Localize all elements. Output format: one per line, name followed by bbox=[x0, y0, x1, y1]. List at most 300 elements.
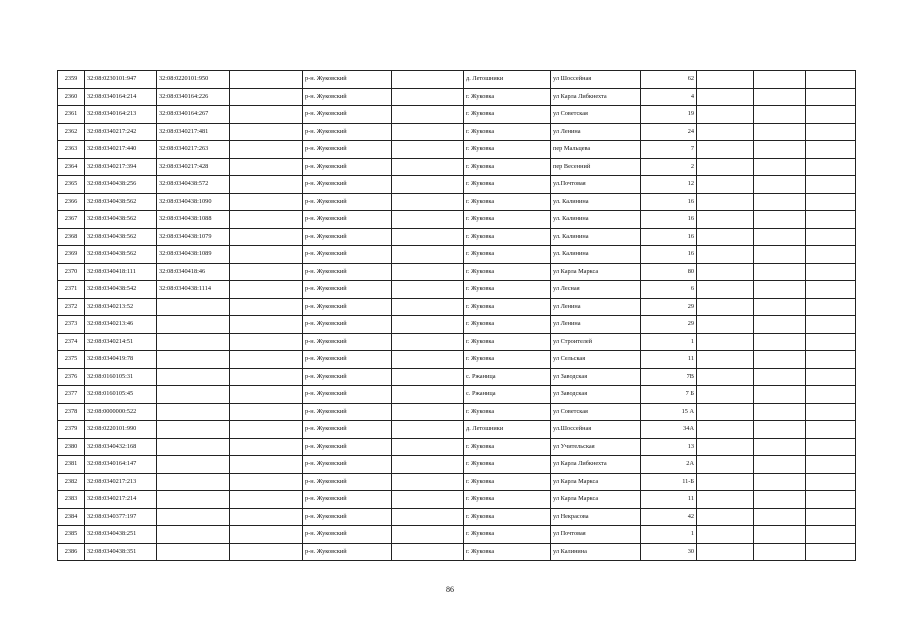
table-row bbox=[58, 246, 856, 264]
table-row bbox=[58, 263, 856, 281]
settlement-cell: г. Жуковка bbox=[464, 88, 551, 106]
table-row bbox=[58, 211, 856, 229]
blank-cell-cell bbox=[392, 106, 464, 124]
linked-cadastral-number-cell bbox=[157, 526, 230, 544]
blank-cell-cell bbox=[392, 403, 464, 421]
table-row bbox=[58, 491, 856, 509]
street-cell: ул Карла Маркса bbox=[551, 491, 641, 509]
blank-cell-cell bbox=[230, 351, 303, 369]
linked-cadastral-number-cell: 32:08:0340164:226 bbox=[157, 88, 230, 106]
house-number-cell: 7В bbox=[641, 368, 697, 386]
blank-cell-cell bbox=[754, 543, 806, 561]
table-row bbox=[58, 526, 856, 544]
row-number-cell: 2380 bbox=[58, 438, 85, 456]
blank-cell-cell bbox=[806, 123, 856, 141]
house-number-cell: 62 bbox=[641, 71, 697, 89]
blank-cell-cell bbox=[754, 123, 806, 141]
row-number-cell: 2370 bbox=[58, 263, 85, 281]
blank-cell-cell bbox=[392, 438, 464, 456]
blank-cell-cell bbox=[806, 491, 856, 509]
blank-cell-cell bbox=[697, 211, 754, 229]
cadastral-number-cell: 32:08:0340217:242 bbox=[85, 123, 157, 141]
row-number-cell: 2376 bbox=[58, 368, 85, 386]
blank-cell-cell bbox=[392, 421, 464, 439]
row-number-cell: 2377 bbox=[58, 386, 85, 404]
blank-cell-cell bbox=[754, 298, 806, 316]
settlement-cell: г. Жуковка bbox=[464, 543, 551, 561]
district-cell: р-н. Жуковский bbox=[303, 438, 392, 456]
blank-cell-cell bbox=[230, 368, 303, 386]
street-cell: ул Шоссейная bbox=[551, 71, 641, 89]
linked-cadastral-number-cell bbox=[157, 473, 230, 491]
row-number-cell: 2373 bbox=[58, 316, 85, 334]
linked-cadastral-number-cell: 32:08:0340217:428 bbox=[157, 158, 230, 176]
street-cell: ул. Калинина bbox=[551, 211, 641, 229]
street-cell: ул. Калинина bbox=[551, 228, 641, 246]
linked-cadastral-number-cell: 32:08:0340438:1114 bbox=[157, 281, 230, 299]
blank-cell-cell bbox=[806, 543, 856, 561]
cadastral-number-cell: 32:08:0340217:394 bbox=[85, 158, 157, 176]
linked-cadastral-number-cell bbox=[157, 508, 230, 526]
blank-cell-cell bbox=[697, 421, 754, 439]
blank-cell-cell bbox=[392, 368, 464, 386]
street-cell: ул Заводская bbox=[551, 368, 641, 386]
table-row bbox=[58, 351, 856, 369]
blank-cell-cell bbox=[754, 316, 806, 334]
blank-cell-cell bbox=[230, 246, 303, 264]
district-cell: р-н. Жуковский bbox=[303, 456, 392, 474]
blank-cell-cell bbox=[392, 141, 464, 159]
blank-cell-cell bbox=[230, 71, 303, 89]
blank-cell-cell bbox=[806, 403, 856, 421]
district-cell: р-н. Жуковский bbox=[303, 141, 392, 159]
blank-cell-cell bbox=[697, 298, 754, 316]
blank-cell-cell bbox=[754, 246, 806, 264]
table-row bbox=[58, 403, 856, 421]
row-number-cell: 2361 bbox=[58, 106, 85, 124]
row-number-cell: 2385 bbox=[58, 526, 85, 544]
district-cell: р-н. Жуковский bbox=[303, 351, 392, 369]
blank-cell-cell bbox=[754, 71, 806, 89]
blank-cell-cell bbox=[697, 491, 754, 509]
blank-cell-cell bbox=[392, 281, 464, 299]
blank-cell-cell bbox=[754, 141, 806, 159]
blank-cell-cell bbox=[230, 141, 303, 159]
settlement-cell: г. Жуковка bbox=[464, 281, 551, 299]
district-cell: р-н. Жуковский bbox=[303, 526, 392, 544]
street-cell: ул Почтовая bbox=[551, 526, 641, 544]
street-cell: пер Мальцева bbox=[551, 141, 641, 159]
blank-cell-cell bbox=[754, 526, 806, 544]
table-row bbox=[58, 333, 856, 351]
house-number-cell: 24 bbox=[641, 123, 697, 141]
street-cell: ул Учительская bbox=[551, 438, 641, 456]
row-number-cell: 2360 bbox=[58, 88, 85, 106]
table-row bbox=[58, 193, 856, 211]
blank-cell-cell bbox=[697, 176, 754, 194]
register-table bbox=[57, 70, 856, 561]
settlement-cell: г. Жуковка bbox=[464, 106, 551, 124]
street-cell: ул Карла Либкнехта bbox=[551, 456, 641, 474]
house-number-cell: 15 А bbox=[641, 403, 697, 421]
row-number-cell: 2375 bbox=[58, 351, 85, 369]
blank-cell-cell bbox=[230, 316, 303, 334]
blank-cell-cell bbox=[230, 176, 303, 194]
blank-cell-cell bbox=[230, 421, 303, 439]
row-number-cell: 2363 bbox=[58, 141, 85, 159]
blank-cell-cell bbox=[697, 386, 754, 404]
street-cell: пер Весенний bbox=[551, 158, 641, 176]
cadastral-number-cell: 32:08:0160105:31 bbox=[85, 368, 157, 386]
district-cell: р-н. Жуковский bbox=[303, 246, 392, 264]
cadastral-number-cell: 32:08:0340438:562 bbox=[85, 246, 157, 264]
blank-cell-cell bbox=[806, 386, 856, 404]
cadastral-number-cell: 32:08:0220101:990 bbox=[85, 421, 157, 439]
house-number-cell: 16 bbox=[641, 246, 697, 264]
linked-cadastral-number-cell bbox=[157, 298, 230, 316]
linked-cadastral-number-cell bbox=[157, 333, 230, 351]
blank-cell-cell bbox=[697, 88, 754, 106]
table-row bbox=[58, 88, 856, 106]
table-row bbox=[58, 281, 856, 299]
house-number-cell: 30 bbox=[641, 543, 697, 561]
blank-cell-cell bbox=[754, 333, 806, 351]
settlement-cell: г. Жуковка bbox=[464, 508, 551, 526]
cadastral-number-cell: 32:08:0340213:46 bbox=[85, 316, 157, 334]
settlement-cell: г. Жуковка bbox=[464, 491, 551, 509]
blank-cell-cell bbox=[230, 333, 303, 351]
street-cell: ул.Шоссейная bbox=[551, 421, 641, 439]
district-cell: р-н. Жуковский bbox=[303, 386, 392, 404]
district-cell: р-н. Жуковский bbox=[303, 421, 392, 439]
blank-cell-cell bbox=[230, 403, 303, 421]
district-cell: р-н. Жуковский bbox=[303, 106, 392, 124]
blank-cell-cell bbox=[230, 508, 303, 526]
cadastral-number-cell: 32:08:0340214:51 bbox=[85, 333, 157, 351]
blank-cell-cell bbox=[697, 508, 754, 526]
blank-cell-cell bbox=[392, 333, 464, 351]
blank-cell-cell bbox=[230, 526, 303, 544]
blank-cell-cell bbox=[392, 88, 464, 106]
settlement-cell: г. Жуковка bbox=[464, 193, 551, 211]
blank-cell-cell bbox=[697, 543, 754, 561]
blank-cell-cell bbox=[806, 246, 856, 264]
cadastral-number-cell: 32:08:0340438:542 bbox=[85, 281, 157, 299]
blank-cell-cell bbox=[392, 263, 464, 281]
blank-cell-cell bbox=[806, 158, 856, 176]
house-number-cell: 2А bbox=[641, 456, 697, 474]
table-row bbox=[58, 543, 856, 561]
linked-cadastral-number-cell bbox=[157, 368, 230, 386]
blank-cell-cell bbox=[230, 456, 303, 474]
cadastral-number-cell: 32:08:0340164:147 bbox=[85, 456, 157, 474]
blank-cell-cell bbox=[754, 473, 806, 491]
blank-cell-cell bbox=[697, 403, 754, 421]
blank-cell-cell bbox=[806, 456, 856, 474]
district-cell: р-н. Жуковский bbox=[303, 281, 392, 299]
blank-cell-cell bbox=[754, 281, 806, 299]
blank-cell-cell bbox=[697, 228, 754, 246]
blank-cell-cell bbox=[230, 386, 303, 404]
linked-cadastral-number-cell: 32:08:0340217:481 bbox=[157, 123, 230, 141]
table-row bbox=[58, 456, 856, 474]
blank-cell-cell bbox=[697, 263, 754, 281]
district-cell: р-н. Жуковский bbox=[303, 228, 392, 246]
blank-cell-cell bbox=[806, 106, 856, 124]
cadastral-number-cell: 32:08:0340217:440 bbox=[85, 141, 157, 159]
blank-cell-cell bbox=[806, 88, 856, 106]
blank-cell-cell bbox=[697, 456, 754, 474]
blank-cell-cell bbox=[392, 543, 464, 561]
linked-cadastral-number-cell bbox=[157, 491, 230, 509]
row-number-cell: 2382 bbox=[58, 473, 85, 491]
house-number-cell: 1 bbox=[641, 526, 697, 544]
row-number-cell: 2379 bbox=[58, 421, 85, 439]
table-row bbox=[58, 438, 856, 456]
row-number-cell: 2365 bbox=[58, 176, 85, 194]
row-number-cell: 2374 bbox=[58, 333, 85, 351]
settlement-cell: г. Жуковка bbox=[464, 438, 551, 456]
table-row bbox=[58, 368, 856, 386]
house-number-cell: 16 bbox=[641, 211, 697, 229]
row-number-cell: 2378 bbox=[58, 403, 85, 421]
blank-cell-cell bbox=[697, 123, 754, 141]
blank-cell-cell bbox=[754, 228, 806, 246]
settlement-cell: г. Жуковка bbox=[464, 526, 551, 544]
house-number-cell: 16 bbox=[641, 193, 697, 211]
table-row bbox=[58, 71, 856, 89]
settlement-cell: д. Летошники bbox=[464, 71, 551, 89]
blank-cell-cell bbox=[754, 106, 806, 124]
blank-cell-cell bbox=[754, 421, 806, 439]
blank-cell-cell bbox=[230, 211, 303, 229]
table-row bbox=[58, 386, 856, 404]
blank-cell-cell bbox=[754, 351, 806, 369]
linked-cadastral-number-cell bbox=[157, 316, 230, 334]
street-cell: ул Калинина bbox=[551, 543, 641, 561]
table-row bbox=[58, 228, 856, 246]
row-number-cell: 2359 bbox=[58, 71, 85, 89]
blank-cell-cell bbox=[230, 106, 303, 124]
blank-cell-cell bbox=[806, 316, 856, 334]
district-cell: р-н. Жуковский bbox=[303, 298, 392, 316]
blank-cell-cell bbox=[806, 281, 856, 299]
street-cell: ул Некрасова bbox=[551, 508, 641, 526]
table-row bbox=[58, 176, 856, 194]
table-row bbox=[58, 508, 856, 526]
settlement-cell: г. Жуковка bbox=[464, 298, 551, 316]
house-number-cell: 29 bbox=[641, 298, 697, 316]
district-cell: р-н. Жуковский bbox=[303, 316, 392, 334]
settlement-cell: г. Жуковка bbox=[464, 351, 551, 369]
house-number-cell: 7 Б bbox=[641, 386, 697, 404]
cadastral-number-cell: 32:08:0340438:251 bbox=[85, 526, 157, 544]
street-cell: ул Карла Маркса bbox=[551, 263, 641, 281]
street-cell: ул Ленина bbox=[551, 123, 641, 141]
cadastral-number-cell: 32:08:0340438:562 bbox=[85, 228, 157, 246]
blank-cell-cell bbox=[392, 508, 464, 526]
district-cell: р-н. Жуковский bbox=[303, 71, 392, 89]
district-cell: р-н. Жуковский bbox=[303, 473, 392, 491]
blank-cell-cell bbox=[806, 526, 856, 544]
blank-cell-cell bbox=[697, 246, 754, 264]
linked-cadastral-number-cell bbox=[157, 421, 230, 439]
page-number: 86 bbox=[446, 585, 454, 594]
district-cell: р-н. Жуковский bbox=[303, 403, 392, 421]
table-row bbox=[58, 473, 856, 491]
row-number-cell: 2369 bbox=[58, 246, 85, 264]
district-cell: р-н. Жуковский bbox=[303, 543, 392, 561]
house-number-cell: 16 bbox=[641, 228, 697, 246]
blank-cell-cell bbox=[392, 473, 464, 491]
house-number-cell: 11 bbox=[641, 351, 697, 369]
blank-cell-cell bbox=[392, 526, 464, 544]
house-number-cell: 34А bbox=[641, 421, 697, 439]
blank-cell-cell bbox=[392, 246, 464, 264]
linked-cadastral-number-cell: 32:08:0340418:46 bbox=[157, 263, 230, 281]
street-cell: ул Карла Маркса bbox=[551, 473, 641, 491]
blank-cell-cell bbox=[697, 351, 754, 369]
house-number-cell: 1 bbox=[641, 333, 697, 351]
blank-cell-cell bbox=[392, 123, 464, 141]
blank-cell-cell bbox=[392, 456, 464, 474]
settlement-cell: г. Жуковка bbox=[464, 228, 551, 246]
row-number-cell: 2383 bbox=[58, 491, 85, 509]
settlement-cell: с. Ржаница bbox=[464, 386, 551, 404]
blank-cell-cell bbox=[806, 438, 856, 456]
settlement-cell: г. Жуковка bbox=[464, 158, 551, 176]
linked-cadastral-number-cell bbox=[157, 456, 230, 474]
blank-cell-cell bbox=[806, 421, 856, 439]
house-number-cell: 29 bbox=[641, 316, 697, 334]
settlement-cell: г. Жуковка bbox=[464, 246, 551, 264]
blank-cell-cell bbox=[230, 543, 303, 561]
blank-cell-cell bbox=[806, 298, 856, 316]
settlement-cell: г. Жуковка bbox=[464, 263, 551, 281]
cadastral-number-cell: 32:08:0340438:351 bbox=[85, 543, 157, 561]
settlement-cell: г. Жуковка bbox=[464, 333, 551, 351]
row-number-cell: 2366 bbox=[58, 193, 85, 211]
row-number-cell: 2386 bbox=[58, 543, 85, 561]
row-number-cell: 2372 bbox=[58, 298, 85, 316]
settlement-cell: г. Жуковка bbox=[464, 141, 551, 159]
blank-cell-cell bbox=[392, 193, 464, 211]
cadastral-number-cell: 32:08:0340164:214 bbox=[85, 88, 157, 106]
blank-cell-cell bbox=[230, 281, 303, 299]
blank-cell-cell bbox=[754, 386, 806, 404]
district-cell: р-н. Жуковский bbox=[303, 333, 392, 351]
cadastral-number-cell: 32:08:0340418:111 bbox=[85, 263, 157, 281]
linked-cadastral-number-cell: 32:08:0340164:267 bbox=[157, 106, 230, 124]
street-cell: ул. Калинина bbox=[551, 246, 641, 264]
blank-cell-cell bbox=[697, 473, 754, 491]
blank-cell-cell bbox=[806, 473, 856, 491]
blank-cell-cell bbox=[230, 158, 303, 176]
house-number-cell: 42 bbox=[641, 508, 697, 526]
row-number-cell: 2381 bbox=[58, 456, 85, 474]
table-row bbox=[58, 158, 856, 176]
district-cell: р-н. Жуковский bbox=[303, 158, 392, 176]
blank-cell-cell bbox=[230, 193, 303, 211]
blank-cell-cell bbox=[806, 228, 856, 246]
blank-cell-cell bbox=[697, 281, 754, 299]
district-cell: р-н. Жуковский bbox=[303, 508, 392, 526]
blank-cell-cell bbox=[754, 158, 806, 176]
blank-cell-cell bbox=[806, 141, 856, 159]
linked-cadastral-number-cell: 32:08:0340438:1089 bbox=[157, 246, 230, 264]
district-cell: р-н. Жуковский bbox=[303, 263, 392, 281]
linked-cadastral-number-cell: 32:08:0340438:1079 bbox=[157, 228, 230, 246]
blank-cell-cell bbox=[230, 438, 303, 456]
blank-cell-cell bbox=[697, 158, 754, 176]
blank-cell-cell bbox=[754, 193, 806, 211]
blank-cell-cell bbox=[754, 438, 806, 456]
district-cell: р-н. Жуковский bbox=[303, 193, 392, 211]
street-cell: ул Лесная bbox=[551, 281, 641, 299]
cadastral-number-cell: 32:08:0230101:947 bbox=[85, 71, 157, 89]
table-row bbox=[58, 141, 856, 159]
cadastral-number-cell: 32:08:0340438:562 bbox=[85, 193, 157, 211]
cadastral-number-cell: 32:08:0340213:52 bbox=[85, 298, 157, 316]
street-cell: ул Строителей bbox=[551, 333, 641, 351]
linked-cadastral-number-cell: 32:08:0340438:1088 bbox=[157, 211, 230, 229]
cadastral-number-cell: 32:08:0340438:562 bbox=[85, 211, 157, 229]
settlement-cell: с. Ржаница bbox=[464, 368, 551, 386]
blank-cell-cell bbox=[392, 71, 464, 89]
row-number-cell: 2384 bbox=[58, 508, 85, 526]
blank-cell-cell bbox=[392, 491, 464, 509]
district-cell: р-н. Жуковский bbox=[303, 211, 392, 229]
linked-cadastral-number-cell bbox=[157, 543, 230, 561]
blank-cell-cell bbox=[697, 141, 754, 159]
street-cell: ул Ленина bbox=[551, 316, 641, 334]
blank-cell-cell bbox=[230, 473, 303, 491]
blank-cell-cell bbox=[392, 228, 464, 246]
table-row bbox=[58, 123, 856, 141]
blank-cell-cell bbox=[697, 368, 754, 386]
table-row bbox=[58, 421, 856, 439]
linked-cadastral-number-cell bbox=[157, 438, 230, 456]
district-cell: р-н. Жуковский bbox=[303, 491, 392, 509]
house-number-cell: 12 bbox=[641, 176, 697, 194]
blank-cell-cell bbox=[697, 316, 754, 334]
blank-cell-cell bbox=[754, 368, 806, 386]
blank-cell-cell bbox=[230, 263, 303, 281]
street-cell: ул Ленина bbox=[551, 298, 641, 316]
blank-cell-cell bbox=[806, 176, 856, 194]
cadastral-number-cell: 32:08:0340217:214 bbox=[85, 491, 157, 509]
settlement-cell: д. Летошники bbox=[464, 421, 551, 439]
blank-cell-cell bbox=[754, 176, 806, 194]
blank-cell-cell bbox=[806, 211, 856, 229]
blank-cell-cell bbox=[806, 193, 856, 211]
settlement-cell: г. Жуковка bbox=[464, 403, 551, 421]
district-cell: р-н. Жуковский bbox=[303, 368, 392, 386]
blank-cell-cell bbox=[230, 88, 303, 106]
blank-cell-cell bbox=[230, 298, 303, 316]
district-cell: р-н. Жуковский bbox=[303, 88, 392, 106]
street-cell: ул Советская bbox=[551, 106, 641, 124]
blank-cell-cell bbox=[754, 88, 806, 106]
blank-cell-cell bbox=[230, 123, 303, 141]
cadastral-number-cell: 32:08:0160105:45 bbox=[85, 386, 157, 404]
row-number-cell: 2362 bbox=[58, 123, 85, 141]
blank-cell-cell bbox=[392, 386, 464, 404]
house-number-cell: 2 bbox=[641, 158, 697, 176]
blank-cell-cell bbox=[697, 193, 754, 211]
blank-cell-cell bbox=[754, 508, 806, 526]
house-number-cell: 6 bbox=[641, 281, 697, 299]
